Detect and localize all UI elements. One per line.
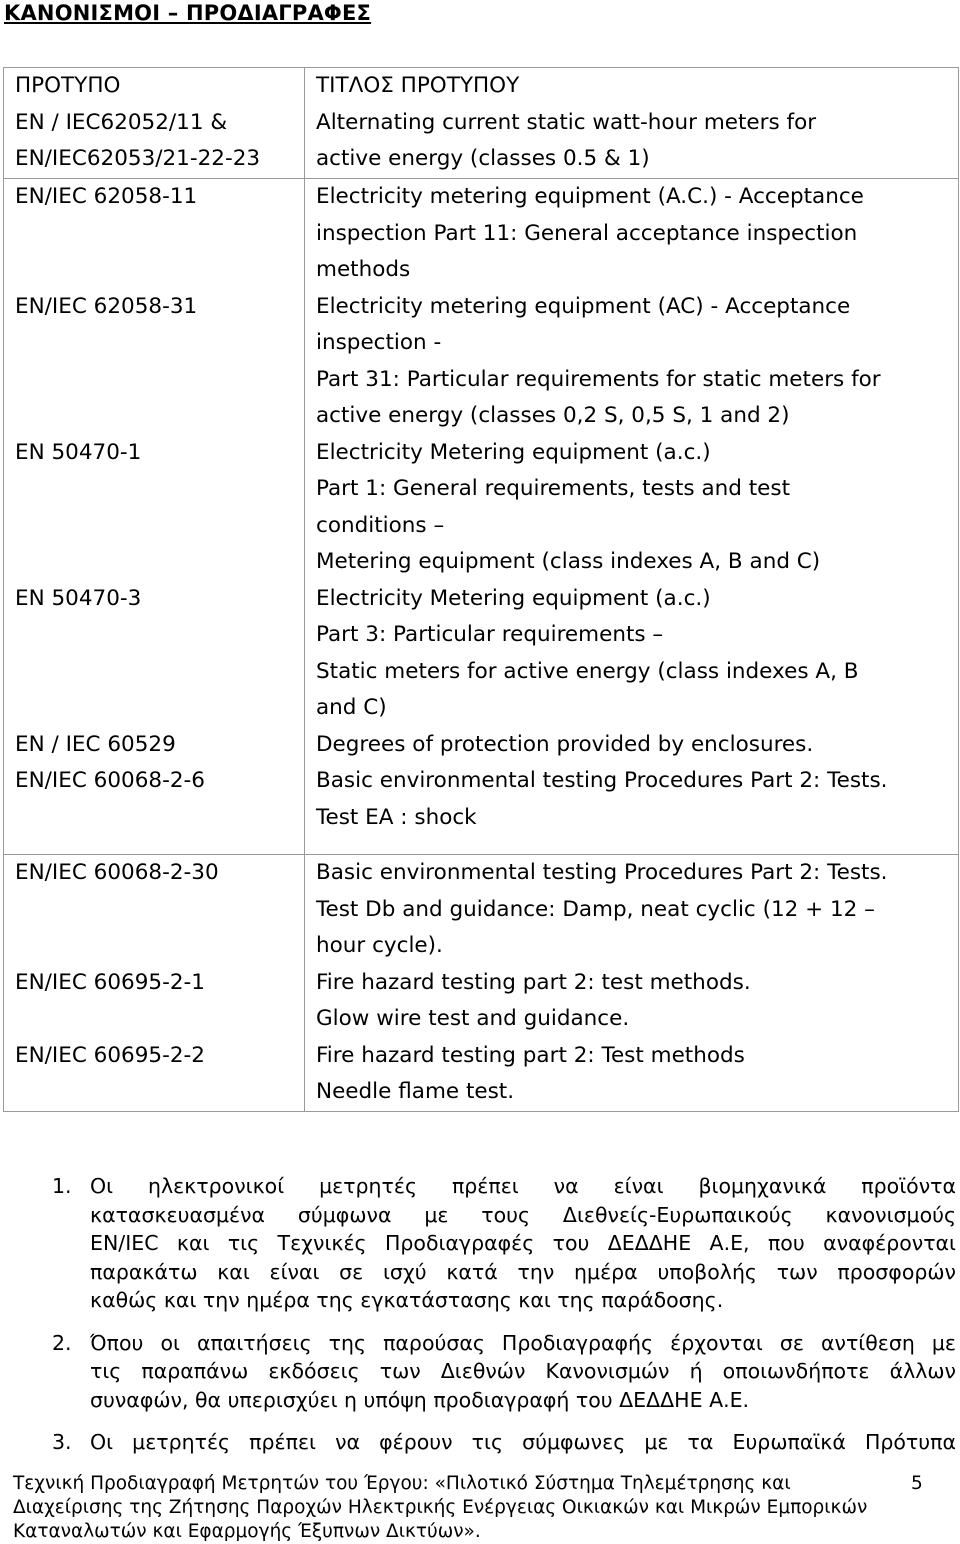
- standard-title-line: methods: [316, 257, 411, 282]
- standard-code: [15, 325, 298, 362]
- table-header-title: ΤΙΤΛΟΣ ΠΡΟΤΥΠΟΥ: [316, 73, 520, 98]
- standard-title-line: Needle flame test.: [316, 1079, 515, 1104]
- standard-title-line: active energy (classes 0,2 S, 0,5 S, 1 and 2): [316, 403, 790, 428]
- standard-code: EN / IEC 60529: [15, 731, 176, 757]
- standard-code: [15, 1001, 298, 1038]
- paragraph-line: παρακάτω και είναι σε ισχύ κατά την ημέρα υποβολής των προσφορών: [90, 1259, 956, 1284]
- paragraph-line: Οι μετρητές πρέπει να φέρουν τις σύμφωνες με τα Ευρωπαϊκά Πρότυπα: [90, 1430, 956, 1454]
- standard-title-line: Degrees of protection provided by enclosures.: [316, 731, 814, 757]
- standard-title-line: Part 31: Particular requirements for static meters for: [316, 366, 881, 392]
- table-header-row: [4, 68, 959, 179]
- requirements-list: [48, 1172, 956, 1471]
- table-header-standard: ΠΡΟΤΥΠΟ: [15, 73, 121, 98]
- standard-code: [15, 216, 298, 253]
- standard-code: EN / IEC62052/11 &: [15, 109, 228, 135]
- standard-title-line: Glow wire test and guidance.: [316, 1006, 630, 1031]
- table-row: [4, 179, 959, 855]
- footer-line: Καταναλωτών και Εφαρμογής Έξυπνων Δικτύων».: [13, 1521, 481, 1542]
- standard-code: EN/IEC 60695-2-1: [15, 969, 205, 995]
- standard-title-line: Electricity metering equipment (A.C.) - Acceptance: [316, 184, 864, 209]
- standard-title-line: active energy (classes 0.5 & 1): [316, 146, 650, 171]
- standard-code: EN 50470-1: [15, 439, 142, 465]
- standard-cell: [4, 855, 305, 1112]
- standard-code: EN/IEC 62058-31: [15, 293, 198, 319]
- title-cell: [305, 68, 959, 179]
- standard-code: [15, 690, 298, 727]
- standard-code: [15, 617, 298, 654]
- standard-title-line: Electricity Metering equipment (a.c.): [316, 439, 711, 465]
- standard-code: [15, 544, 298, 581]
- standard-cell: [4, 68, 305, 179]
- list-item-number: 1.: [52, 1174, 72, 1198]
- paragraph-line: τις παραπάνω εκδόσεις των Διεθνών Κανονισμών ή οποιωνδήποτε άλλων: [90, 1359, 956, 1383]
- standard-code: EN/IEC 60068-2-30: [15, 860, 219, 885]
- paragraph-line: Οι ηλεκτρονικοί μετρητές πρέπει να είναι βιομηχανικά προϊόντα: [90, 1174, 956, 1198]
- table-row: [4, 855, 959, 1112]
- standard-code: EN/IEC 62058-11: [15, 184, 198, 209]
- standard-code: [15, 928, 298, 965]
- standard-title-line: Basic environmental testing Procedures Part 2: Tests.: [316, 768, 888, 793]
- page-number: 5: [911, 1473, 923, 1494]
- paragraph-line: κατασκευασμένα σύμφωνα με τους Διεθνείς-Ευρωπαικούς κανονισμούς: [90, 1202, 956, 1227]
- list-item-number: 2.: [52, 1330, 72, 1355]
- list-item-number: 3.: [52, 1430, 72, 1454]
- standard-title-line: Static meters for active energy (class indexes A, B: [316, 658, 859, 684]
- standard-code: EN/IEC 60695-2-2: [15, 1042, 205, 1068]
- standard-title-line: Basic environmental testing Procedures Part 2: Tests.: [316, 860, 888, 885]
- standard-code: [15, 508, 298, 545]
- standard-cell: [4, 179, 305, 855]
- standard-title-line: Electricity metering equipment (AC) - Acceptance: [316, 293, 851, 319]
- paragraph-line: συναφών, θα υπερισχύει η υπόψη προδιαγραφή του ΔΕΔΔΗΕ Α.Ε.: [90, 1387, 750, 1412]
- standard-code: [15, 252, 298, 289]
- standard-code: [15, 892, 298, 929]
- standard-title-line: Test EA : shock: [316, 804, 477, 830]
- list-item: [48, 1329, 956, 1415]
- standard-code: EN 50470-3: [15, 585, 142, 611]
- standard-title-line: Metering equipment (class indexes A, B and C): [316, 549, 821, 574]
- title-cell: [305, 179, 959, 855]
- standard-code: [15, 398, 298, 435]
- paragraph-line: καθώς και την ημέρα της εγκατάστασης και της παράδοσης.: [90, 1288, 724, 1312]
- title-cell: [305, 855, 959, 1112]
- page-footer: [13, 1472, 928, 1544]
- standard-title-line: Part 3: Particular requirements –: [316, 622, 664, 647]
- standards-table: [3, 67, 959, 1112]
- standard-code: EN/IEC 60068-2-6: [15, 768, 205, 793]
- paragraph-line: EN/IEC και τις Τεχνικές Προδιαγραφές του ΔΕΔΔΗΕ Α.Ε, που αναφέρονται: [90, 1231, 956, 1255]
- paragraph-line: Όπου οι απαιτήσεις της παρούσας Προδιαγραφής έρχονται σε αντίθεση με: [90, 1330, 956, 1355]
- page-title: ΚΑΝΟΝΙΣΜΟΙ – ΠΡΟΔΙΑΓΡΑΦΕΣ: [4, 1, 372, 25]
- standard-code: [15, 654, 298, 691]
- standard-title-line: Fire hazard testing part 2: test methods.: [316, 969, 751, 995]
- standard-code: EN/IEC62053/21-22-23: [15, 146, 261, 171]
- standard-title-line: Electricity Metering equipment (a.c.): [316, 585, 711, 611]
- standard-title-line: hour cycle).: [316, 933, 443, 958]
- standard-title-line: inspection -: [316, 330, 442, 355]
- footer-line: Διαχείρισης της Ζήτησης Παροχών Ηλεκτρικής Ενέργειας Οικιακών και Μικρών Εμπορικών: [13, 1497, 868, 1518]
- standard-code: [15, 471, 298, 508]
- list-item: [48, 1172, 956, 1315]
- footer-line: Τεχνική Προδιαγραφή Μετρητών του Έργου: «Πιλοτικό Σύστημα Τηλεμέτρησης και: [13, 1473, 791, 1494]
- standard-title-line: Test Db and guidance: Damp, neat cyclic (12 + 12 –: [316, 896, 875, 922]
- standard-code: [15, 362, 298, 399]
- standard-title-line: Part 1: General requirements, tests and test: [316, 476, 791, 501]
- standard-title-line: Fire hazard testing part 2: Test methods: [316, 1042, 745, 1068]
- standard-title-line: and C): [316, 695, 387, 720]
- standard-title-line: conditions –: [316, 512, 445, 538]
- standard-title-line: Alternating current static watt-hour meters for: [316, 109, 817, 135]
- list-item: [48, 1428, 956, 1457]
- standard-title-line: inspection Part 11: General acceptance inspection: [316, 220, 858, 246]
